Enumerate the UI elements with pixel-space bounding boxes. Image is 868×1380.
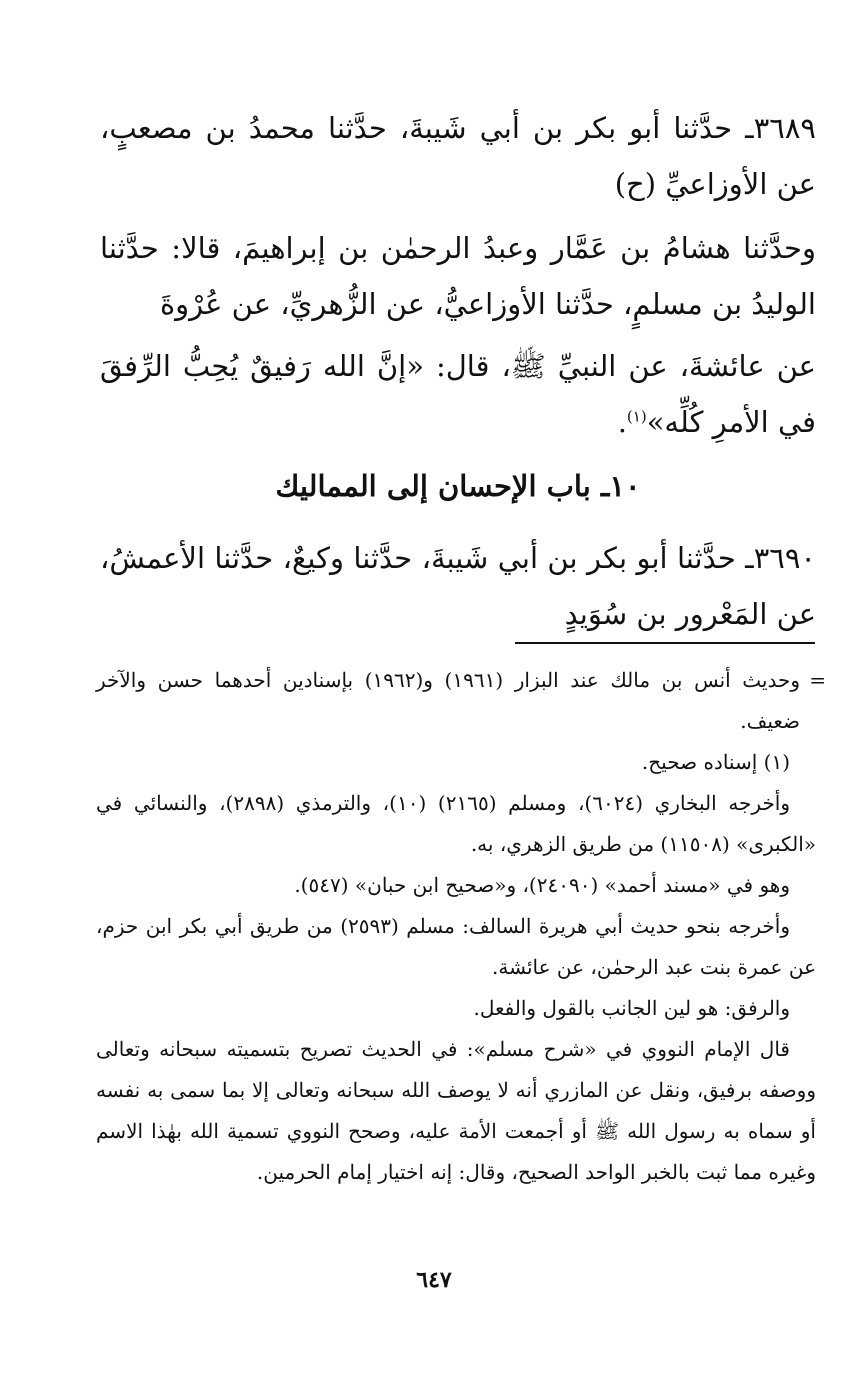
- hadith-3689-matn: [100, 338, 816, 450]
- footnote-reference[interactable]: (١): [626, 407, 647, 426]
- page-number: ٦٤٧: [416, 1267, 452, 1293]
- footnote-nawawi: قال الإمام النووي في «شرح مسلم»: في الحديث تصريح بتسميته سبحانه وتعالى ووصفه برفيق، ونقل عن المازري أنه لا يوصف الله سبحانه وتعالى إلا بما سمى به نفسه أو سماه به رسول الله ﷺ أو أجمعت الأمة عليه، وصحح النووي تسمية الله بهٰذا الاسم وغيره مما ثبت بالخبر الواحد الصحيح، وقال: إنه اختيار إمام الحرمين.: [96, 1037, 816, 1184]
- hadith-3690-isnad: ٣٦٩٠ـ حدَّثنا أبو بكر بن أبي شَيبةَ، حدَّثنا وكيعٌ، حدَّثنا الأعمشُ، عن المَعْرور بن سُوَيدٍ: [100, 541, 816, 631]
- footnote-takhrij-3: وأخرجه بنحو حديث أبي هريرة السالف: مسلم (٢٥٩٣) من طريق أبي بكر ابن حزم، عن عمرة بنت عبد الرحمٰن، عن عائشة.: [96, 914, 816, 979]
- footnote-takhrij-2: وهو في «مسند أحمد» (٢٤٠٩٠)، و«صحيح ابن حبان» (٥٤٧).: [294, 873, 790, 897]
- footnote-takhrij-1: وأخرجه البخاري (٦٠٢٤)، ومسلم (٢١٦٥) (١٠)، والترمذي (٢٨٩٨)، والنسائي في «الكبرى» (١١٥٠٨) من طريق الزهري، به.: [96, 791, 816, 856]
- footnote-separator: [515, 642, 815, 644]
- continuation-marker: =: [809, 668, 826, 692]
- end-mark: .: [617, 405, 627, 439]
- hadith-3689-isnad-2: وحدَّثنا هشامُ بن عَمَّار وعبدُ الرحمٰن بن إبراهيمَ، قالا: حدَّثنا الوليدُ بن مسلمٍ، حدَّثنا الأوزاعيُّ، عن الزُّهريِّ، عن عُرْوةَ: [100, 231, 816, 321]
- footnote-definition: والرفق: هو لين الجانب بالقول والفعل.: [473, 996, 790, 1020]
- matn-text: عن عائشةَ، عن النبيِّ ﷺ، قال: «إنَّ الله رَفيقٌ يُحِبُّ الرِّفقَ في الأمرِ كُلِّه»: [100, 349, 816, 439]
- chapter-heading: ١٠ـ باب الإحسان إلى المماليك: [275, 469, 641, 503]
- footnote-1: (١) إسناده صحيح.: [641, 750, 790, 774]
- footnote-continuation: وحديث أنس بن مالك عند البزار (١٩٦١) و(١٩٦٢) بإسنادين أحدهما حسن والآخر ضعيف.: [96, 668, 801, 733]
- hadith-3689-isnad-1: ٣٦٨٩ـ حدَّثنا أبو بكر بن أبي شَيبةَ، حدَّثنا محمدُ بن مصعبٍ، عن الأوزاعيِّ (ح): [100, 111, 816, 201]
